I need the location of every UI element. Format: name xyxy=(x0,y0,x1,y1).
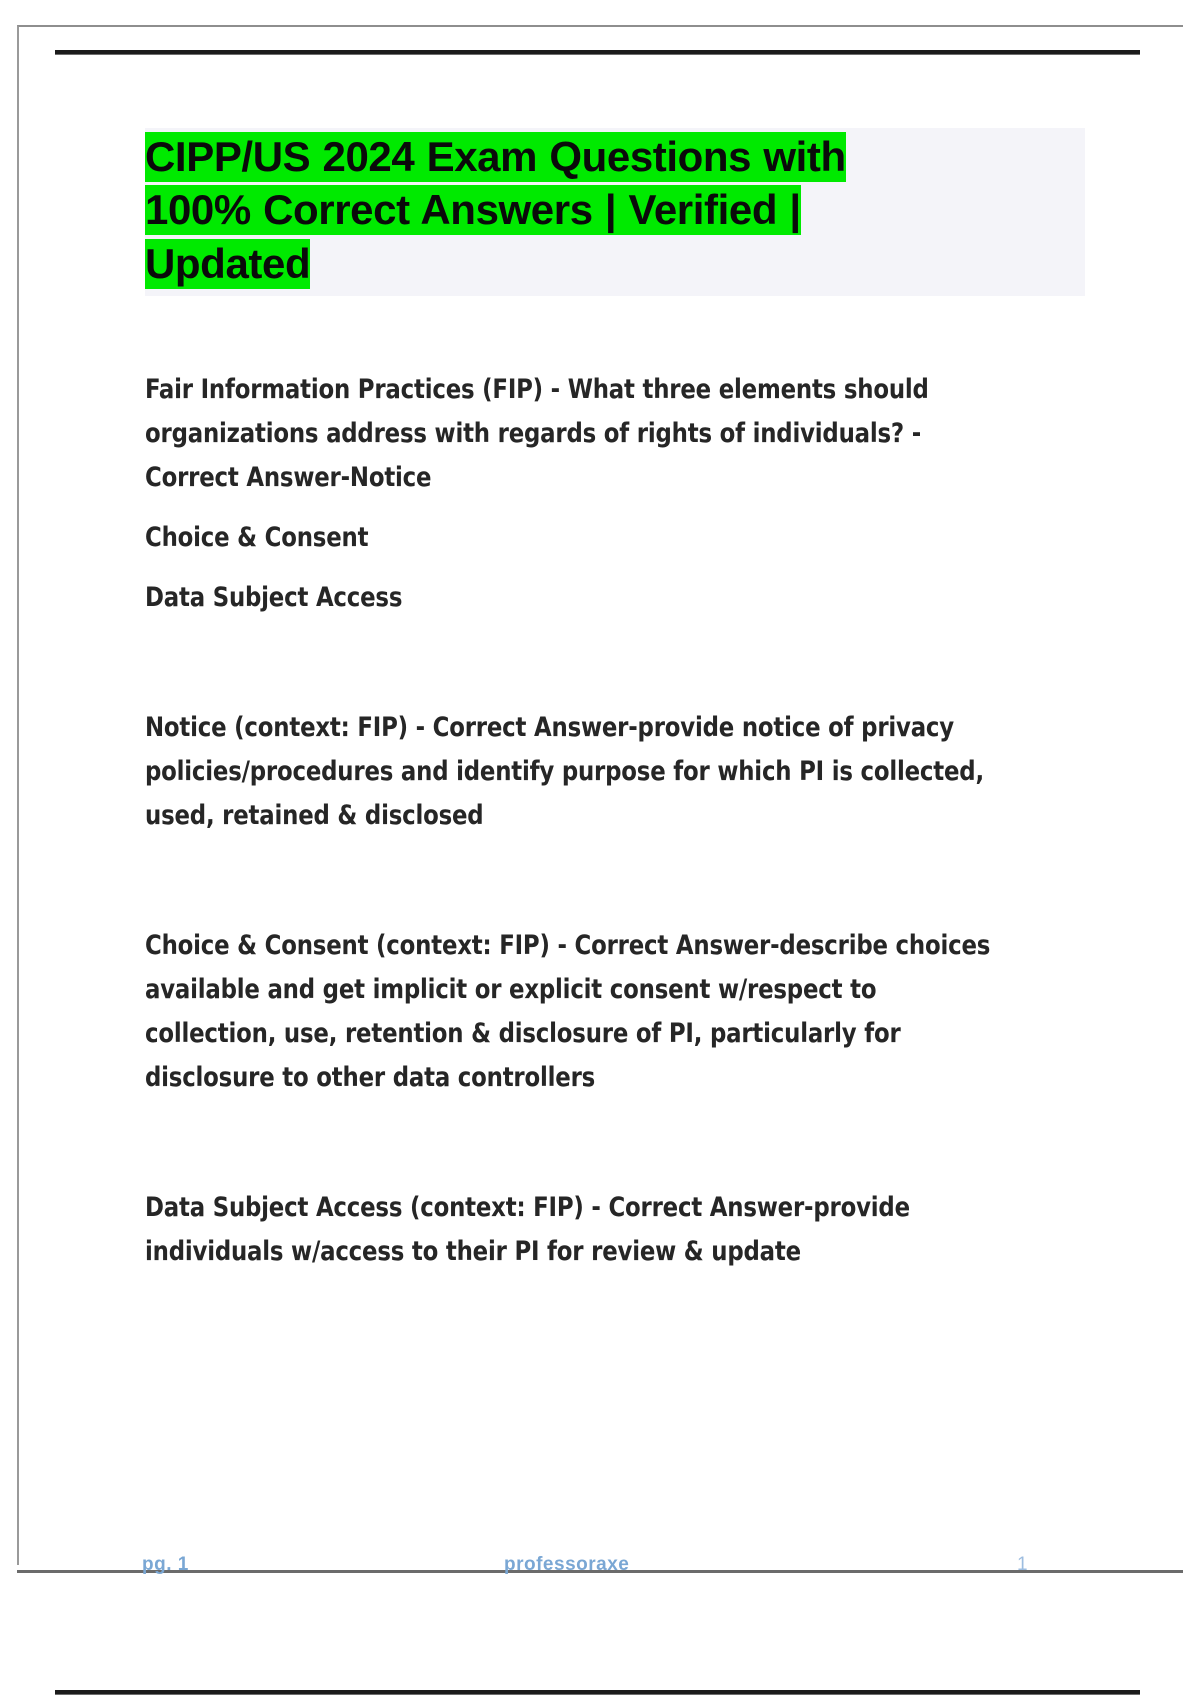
page-content xyxy=(145,128,1085,1274)
title-line-1: CIPP/US 2024 Exam Questions with xyxy=(145,133,846,180)
paragraph-choice-consent: Choice & Consent xyxy=(145,521,369,553)
paragraph-data-subject-access: Data Subject Access xyxy=(145,581,403,613)
header-rule xyxy=(55,50,1140,55)
body-block xyxy=(145,368,1085,1274)
paragraph-choice-consent-definition: Choice & Consent (context: FIP) - Correct Answer-describe choices available and get implicit or explicit consent w/respect to collection, use, retention & disclosure of PI, particularly for disclosure to other data controllers xyxy=(145,929,991,1093)
paragraph-data-subject-access-definition: Data Subject Access (context: FIP) - Correct Answer-provide individuals w/access to their PI for review & update xyxy=(145,1191,910,1267)
footer-rule xyxy=(55,1690,1140,1695)
footer-watermark: professoraxe xyxy=(504,1554,630,1575)
page-footer xyxy=(17,1552,1183,1592)
page-title xyxy=(145,130,1085,290)
title-line-2: 100% Correct Answers | Verified | xyxy=(145,186,801,234)
title-line-3: Updated xyxy=(145,239,311,287)
title-block xyxy=(145,128,1085,296)
footer-right-mark: 1 xyxy=(1017,1554,1029,1575)
footer-page-number: pg. 1 xyxy=(142,1554,189,1575)
paragraph-notice-definition: Notice (context: FIP) - Correct Answer-provide notice of privacy policies/procedures and identify purpose for which PI is collected, used, retained & disclosed xyxy=(145,711,984,831)
paragraph-fip-question: Fair Information Practices (FIP) - What three elements should organizations address with regards of rights of individuals? - Correct Answer-Notice xyxy=(145,373,929,493)
